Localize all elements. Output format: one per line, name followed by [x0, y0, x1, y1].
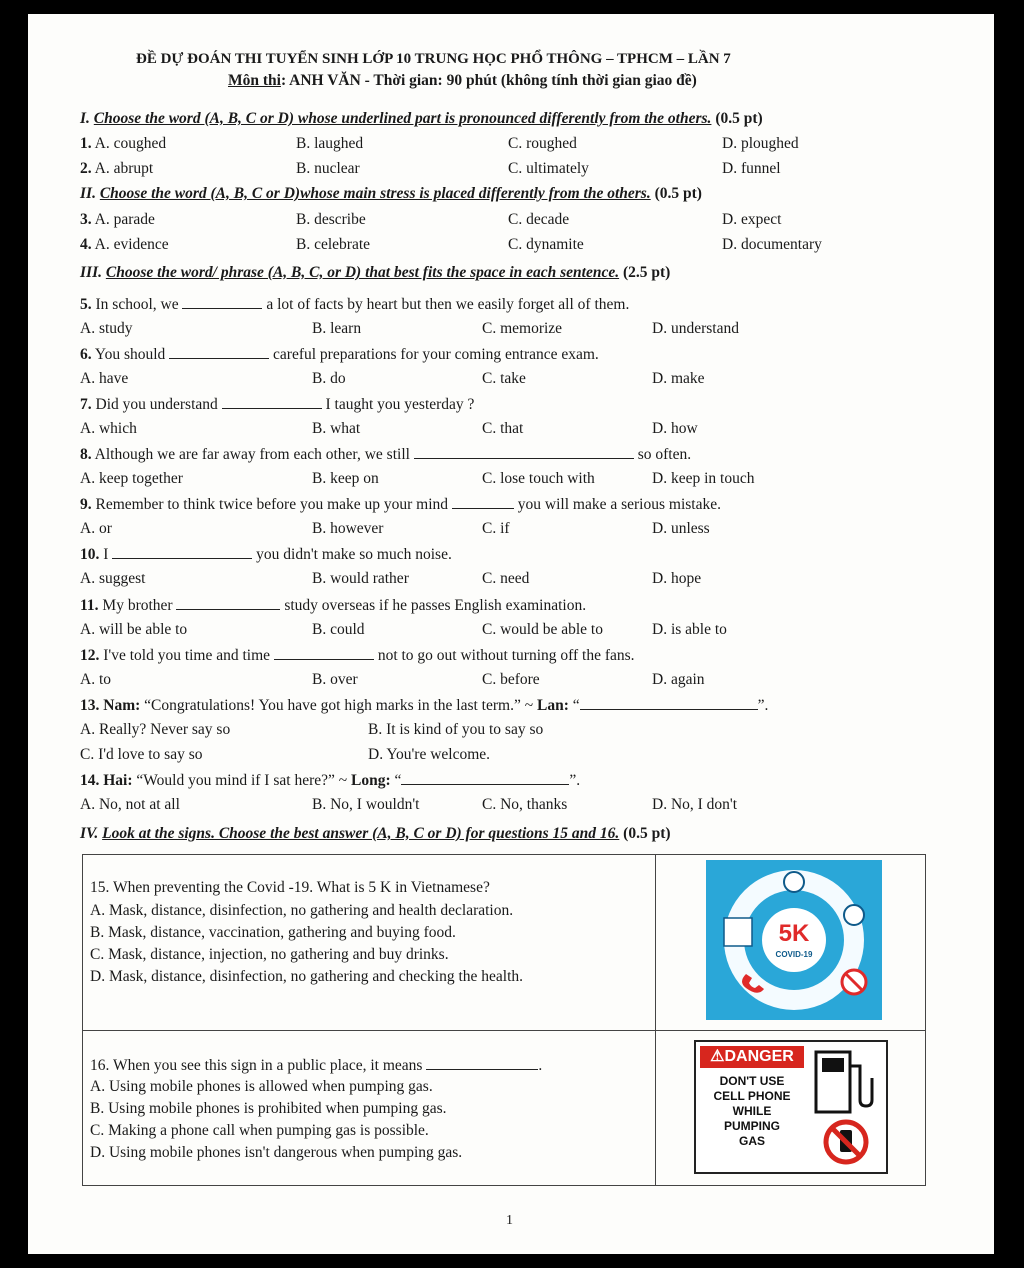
danger-line: DON'T USE	[719, 1074, 785, 1088]
option-2b[interactable]: B. nuclear	[296, 160, 360, 177]
option-15d[interactable]: D. Mask, distance, disinfection, no gathering and checking the health.	[90, 968, 524, 985]
stem-text: so often.	[633, 446, 692, 463]
stem-text: I	[99, 546, 113, 563]
section-4-text: Look at the signs. Choose the best answer (A, B, C or D) for questions 15 and 16.	[102, 825, 620, 842]
option-1b[interactable]: B. laughed	[296, 135, 364, 152]
question-number: 14.	[80, 772, 100, 789]
option-10d[interactable]: D. hope	[652, 570, 702, 587]
option-text: A. parade	[94, 211, 155, 228]
section-3-heading	[80, 264, 670, 282]
option-9b[interactable]: B. however	[312, 520, 384, 537]
table-row-divider	[82, 1030, 926, 1031]
option-9a[interactable]: A. or	[80, 520, 112, 537]
stem-text: ”.	[569, 772, 581, 789]
option-10c[interactable]: C. need	[482, 570, 530, 587]
question-number: 11.	[80, 597, 99, 614]
answer-blank	[176, 596, 280, 610]
question-7-stem	[80, 395, 474, 414]
answer-blank	[426, 1056, 538, 1070]
option-4d[interactable]: D. documentary	[722, 236, 822, 253]
option-13c[interactable]: C. I'd love to say so	[80, 746, 203, 763]
answer-blank	[401, 771, 569, 785]
option-15c[interactable]: C. Mask, distance, injection, no gathering and buy drinks.	[90, 946, 449, 963]
question-number: 1.	[80, 135, 92, 152]
option-8a[interactable]: A. keep together	[80, 470, 183, 487]
exam-page	[28, 14, 994, 1254]
question-6-stem	[80, 345, 599, 364]
exam-title: ĐỀ DỰ ĐOÁN THI TUYỂN SINH LỚP 10 TRUNG HỌC PHỔ THÔNG – TPHCM – LẦN 7	[136, 51, 731, 67]
answer-blank	[112, 545, 252, 559]
stem-text: ”.	[757, 697, 769, 714]
covid-5k-sign	[706, 860, 882, 1020]
option-5d[interactable]: D. understand	[652, 320, 739, 337]
stem-text: careful preparations for your coming entrance exam.	[269, 346, 599, 363]
option-6c[interactable]: C. take	[482, 370, 526, 387]
question-9-stem	[80, 495, 721, 514]
danger-icons	[812, 1048, 882, 1166]
question-5-stem	[80, 295, 629, 314]
section-3-text: Choose the word/ phrase (A, B, C, or D) that best fits the space in each sentence.	[105, 264, 620, 281]
option-3a[interactable]	[80, 211, 155, 229]
option-13a[interactable]: A. Really? Never say so	[80, 721, 231, 738]
danger-line: WHILE	[732, 1104, 772, 1118]
option-1d[interactable]: D. ploughed	[722, 135, 799, 152]
option-text: A. abrupt	[94, 160, 154, 177]
option-12c[interactable]: C. before	[482, 671, 540, 688]
option-13d[interactable]: D. You're welcome.	[368, 746, 491, 763]
stem-text: I've told you time and time	[99, 647, 274, 664]
option-6d[interactable]: D. make	[652, 370, 705, 387]
question-number: 7.	[80, 396, 92, 413]
option-16c[interactable]: C. Making a phone call when pumping gas is possible.	[90, 1122, 429, 1139]
option-2a[interactable]	[80, 160, 153, 178]
option-15a[interactable]: A. Mask, distance, disinfection, no gathering and health declaration.	[90, 902, 514, 919]
option-1a[interactable]	[80, 135, 166, 153]
exam-subtitle	[228, 72, 697, 90]
answer-blank	[182, 295, 262, 309]
stem-text: Did you understand	[91, 396, 222, 413]
answer-blank	[222, 395, 322, 409]
stem-text: Although we are far away from each other, we still	[91, 446, 414, 463]
question-8-stem	[80, 445, 691, 464]
mask-icon	[784, 872, 804, 892]
answer-blank	[274, 646, 374, 660]
option-13b[interactable]: B. It is kind of you to say so	[368, 721, 544, 738]
option-12d[interactable]: D. again	[652, 671, 705, 688]
section-2-points: (0.5 pt)	[654, 185, 702, 202]
answer-blank	[169, 345, 269, 359]
page-number: 1	[506, 1213, 513, 1228]
option-16d[interactable]: D. Using mobile phones isn't dangerous when pumping gas.	[90, 1144, 463, 1161]
option-16a[interactable]: A. Using mobile phones is allowed when pumping gas.	[90, 1078, 433, 1095]
option-12a[interactable]: A. to	[80, 671, 111, 688]
stem-text: I taught you yesterday ?	[321, 396, 475, 413]
gas-pump-hose	[850, 1066, 872, 1106]
question-number: 5.	[80, 296, 92, 313]
option-7c[interactable]: C. that	[482, 420, 524, 437]
option-14c[interactable]: C. No, thanks	[482, 796, 568, 813]
stem-text: You should	[91, 346, 170, 363]
speaker-name: Lan:	[536, 697, 569, 714]
option-5c[interactable]: C. memorize	[482, 320, 563, 337]
section-1-text: Choose the word (A, B, C or D) whose underlined part is pronounced differently from the others.	[93, 110, 712, 127]
question-number: 8.	[80, 446, 92, 463]
question-11-stem	[80, 596, 586, 615]
stem-text: “	[568, 697, 580, 714]
distance-icon	[724, 918, 752, 946]
speaker-name: Nam:	[99, 697, 141, 714]
stem-text: not to go out without turning off the fans.	[373, 647, 635, 664]
option-2d[interactable]: D. funnel	[722, 160, 781, 177]
question-number: 9.	[80, 496, 92, 513]
option-12b[interactable]: B. over	[312, 671, 358, 688]
option-6b[interactable]: B. do	[312, 370, 346, 387]
stem-text: “Congratulations! You have got high marks in the last term.” ~	[140, 697, 537, 714]
danger-sign	[694, 1040, 888, 1174]
stem-text: you didn't make so much noise.	[252, 546, 452, 563]
danger-header-text: DANGER	[724, 1048, 794, 1065]
question-number: 3.	[80, 211, 92, 228]
question-number: 12.	[80, 647, 100, 664]
option-1c[interactable]: C. roughed	[508, 135, 577, 152]
question-13-stem	[80, 696, 768, 715]
option-11d[interactable]: D. is able to	[652, 621, 727, 638]
option-14a[interactable]: A. No, not at all	[80, 796, 180, 813]
option-3d[interactable]: D. expect	[722, 211, 782, 228]
danger-text	[700, 1074, 804, 1149]
option-5b[interactable]: B. learn	[312, 320, 362, 337]
question-12-stem	[80, 646, 635, 665]
question-10-stem	[80, 545, 452, 564]
question-number: 10.	[80, 546, 100, 563]
option-10a[interactable]: A. suggest	[80, 570, 146, 587]
warning-triangle-icon: ⚠	[710, 1048, 725, 1065]
stem-text: My brother	[98, 597, 177, 614]
gas-pump-display	[822, 1058, 844, 1072]
question-number: 2.	[80, 160, 92, 177]
danger-line: PUMPING	[723, 1119, 780, 1133]
option-14d[interactable]: D. No, I don't	[652, 796, 738, 813]
answer-blank	[580, 696, 758, 710]
option-11b[interactable]: B. could	[312, 621, 365, 638]
sign-5k-label: 5K	[778, 920, 810, 947]
stem-text: .	[538, 1057, 543, 1074]
option-5a[interactable]: A. study	[80, 320, 133, 337]
section-1-points: (0.5 pt)	[715, 110, 763, 127]
option-7d[interactable]: D. how	[652, 420, 698, 437]
stem-text: Remember to think twice before you make up your mind	[91, 496, 452, 513]
option-16b[interactable]: B. Using mobile phones is prohibited when pumping gas.	[90, 1100, 447, 1117]
answer-blank	[452, 495, 514, 509]
option-10b[interactable]: B. would rather	[312, 570, 409, 587]
stem-text: In school, we	[91, 296, 183, 313]
option-2c[interactable]: C. ultimately	[508, 160, 589, 177]
section-4-number: IV.	[80, 825, 99, 842]
answer-blank	[414, 445, 634, 459]
speaker-name: Long:	[351, 772, 391, 789]
option-4a[interactable]	[80, 236, 169, 254]
option-9d[interactable]: D. unless	[652, 520, 710, 537]
danger-line: CELL PHONE	[713, 1089, 791, 1103]
option-14b[interactable]: B. No, I wouldn't	[312, 796, 420, 813]
stem-text: a lot of facts by heart but then we easily forget all of them.	[262, 296, 630, 313]
option-6a[interactable]: A. have	[80, 370, 129, 387]
option-8c[interactable]: C. lose touch with	[482, 470, 595, 487]
section-2-number: II.	[80, 185, 96, 202]
stem-text: “Would you mind if I sat here?” ~	[132, 772, 352, 789]
section-3-points: (2.5 pt)	[622, 264, 671, 281]
subject-label: Môn thi	[228, 72, 281, 89]
option-3c[interactable]: C. decade	[508, 211, 570, 228]
question-number: 4.	[80, 236, 92, 253]
option-3b[interactable]: B. describe	[296, 211, 366, 228]
section-3-number: III.	[80, 264, 102, 281]
option-8d[interactable]: D. keep in touch	[652, 470, 755, 487]
stem-text: you will make a serious mistake.	[513, 496, 721, 513]
stem-text: 16. When you see this sign in a public place, it means	[90, 1057, 427, 1074]
section-1-heading	[80, 110, 763, 128]
question-number: 6.	[80, 346, 92, 363]
section-2-text: Choose the word (A, B, C or D)whose main stress is placed differently from the others.	[99, 185, 651, 202]
table-column-divider	[655, 854, 656, 1186]
sign-covid-label: COVID-19	[775, 950, 813, 959]
stem-text: “	[390, 772, 402, 789]
option-8b[interactable]: B. keep on	[312, 470, 379, 487]
option-text: A. coughed	[94, 135, 167, 152]
option-4b[interactable]: B. celebrate	[296, 236, 371, 253]
option-4c[interactable]: C. dynamite	[508, 236, 584, 253]
question-16-stem	[90, 1056, 542, 1075]
section-4-points: (0.5 pt)	[623, 825, 671, 842]
question-15-stem: 15. When preventing the Covid -19. What is 5 K in Vietnamese?	[90, 879, 490, 896]
danger-header	[700, 1046, 804, 1068]
option-text: A. evidence	[94, 236, 169, 253]
option-11c[interactable]: C. would be able to	[482, 621, 603, 638]
option-15b[interactable]: B. Mask, distance, vaccination, gathering and buying food.	[90, 924, 456, 941]
option-9c[interactable]: C. if	[482, 520, 510, 537]
question-number: 13.	[80, 697, 100, 714]
section-4-heading	[80, 825, 671, 843]
option-11a[interactable]: A. will be able to	[80, 621, 188, 638]
subject-info: : ANH VĂN - Thời gian: 90 phút (không tính thời gian giao đề)	[280, 72, 697, 89]
section-1-number: I.	[80, 110, 90, 127]
section-2-heading	[80, 185, 702, 203]
speaker-name: Hai:	[99, 772, 133, 789]
danger-line: GAS	[738, 1134, 765, 1148]
option-7b[interactable]: B. what	[312, 420, 361, 437]
stem-text: study overseas if he passes English examination.	[280, 597, 587, 614]
disinfection-icon	[844, 905, 864, 925]
option-7a[interactable]: A. which	[80, 420, 137, 437]
question-14-stem	[80, 771, 580, 790]
